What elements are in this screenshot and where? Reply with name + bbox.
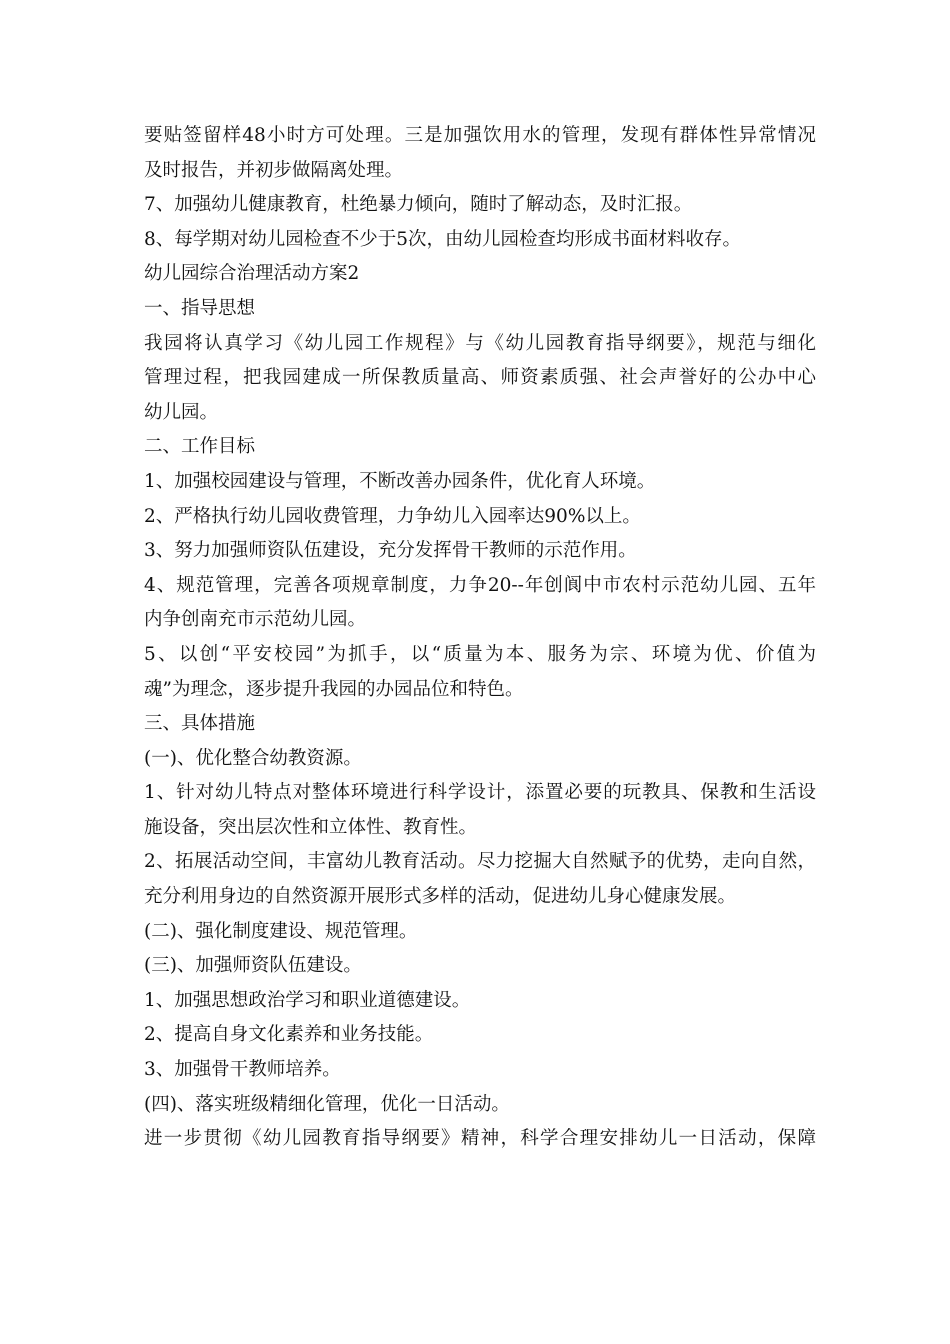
text-line: (二)、强化制度建设、规范管理。 [144,920,418,942]
text-line: 3、努力加强师资队伍建设，充分发挥骨干教师的示范作用。 [144,540,637,562]
text-line: (四)、落实班级精细化管理，优化一日活动。 [144,1093,510,1115]
text-line: 7、加强幼儿健康教育，杜绝暴力倾向，随时了解动态，及时汇报。 [144,194,693,216]
text-line: 施设备，突出层次性和立体性、教育性。 [144,816,478,838]
text-line: 4、规范管理，完善各项规章制度，力争20--年创阆中市农村示范幼儿园、五年 [144,574,816,596]
text-line: 8、每学期对幼儿园检查不少于5次，由幼儿园检查均形成书面材料收存。 [144,228,742,250]
text-line: 1、加强思想政治学习和职业道德建设。 [144,989,471,1011]
text-line: 5、以创“平安校园”为抓手，以“质量为本、服务为宗、环境为优、价值为 [144,643,816,665]
text-line: 进一步贯彻《幼儿园教育指导纲要》精神，科学合理安排幼儿一日活动，保障 [144,1128,816,1150]
text-line: 管理过程，把我园建成一所保教质量高、师资素质强、社会声誉好的公办中心 [144,367,816,389]
text-line: 3、加强骨干教师培养。 [144,1059,341,1081]
text-line: 2、拓展活动空间，丰富幼儿教育活动。尽力挖掘大自然赋予的优势，走向自然， [144,851,816,873]
text-line: (三)、加强师资队伍建设。 [144,955,362,977]
text-line: 我园将认真学习《幼儿园工作规程》与《幼儿园教育指导纲要》，规范与细化 [144,332,816,354]
text-line: 1、加强校园建设与管理，不断改善办园条件，优化育人环境。 [144,470,656,492]
text-line: 内争创南充市示范幼儿园。 [144,609,367,631]
text-line: 幼儿园。 [144,401,219,423]
document-body [144,119,816,1157]
text-line: 要贴签留样48小时方可处理。三是加强饮用水的管理，发现有群体性异常情况 [144,125,816,146]
text-line: 三、具体措施 [144,713,256,735]
text-line: 魂”为理念，逐步提升我园的办园品位和特色。 [144,678,524,700]
text-line: 1、针对幼儿特点对整体环境进行科学设计，添置必要的玩教具、保教和生活设 [144,782,816,804]
text-line: 一、指导思想 [144,297,256,319]
text-line: 二、工作目标 [144,436,256,458]
text-line: 2、提高自身文化素养和业务技能。 [144,1024,434,1046]
text-line: 及时报告，并初步做隔离处理。 [144,159,404,181]
text-line: (一)、优化整合幼教资源。 [144,747,362,769]
text-line: 充分利用身边的自然资源开展形式多样的活动，促进幼儿身心健康发展。 [144,886,737,908]
text-line: 2、严格执行幼儿园收费管理，力争幼儿入园率达90%以上。 [144,505,641,527]
text-line: 幼儿园综合治理活动方案2 [144,263,360,285]
